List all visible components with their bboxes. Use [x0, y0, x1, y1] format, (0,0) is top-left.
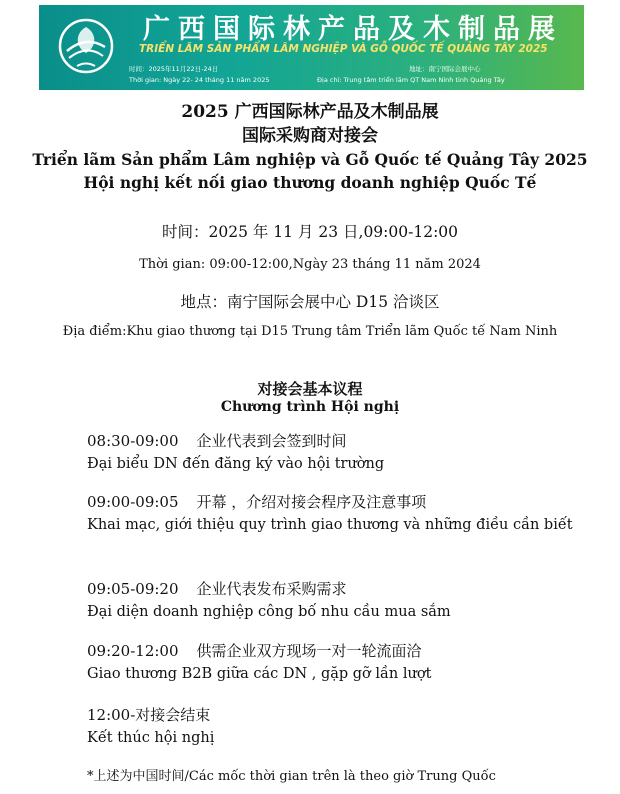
agenda-item-time: 09:05-09:20 [87, 580, 179, 598]
banner-place-vn: Địa chỉ: Trung tâm triển lãm QT Nam Ninh tỉnh Quảng Tây [317, 76, 505, 84]
heading-meeting-vn: Hội nghị kết nối giao thương doanh nghiệp Quốc Tế [83, 173, 537, 192]
heading-exhibition-vn: Triển lãm Sản phẩm Lâm nghiệp và Gỗ Quốc tế Quảng Tây 2025 [32, 150, 588, 169]
agenda-item [87, 430, 587, 475]
agenda-item-time: 09:00-09:05 [87, 493, 179, 511]
banner-place-cn: 地址：南宁国际会展中心 [409, 65, 481, 73]
heading-exhibition-cn: 2025 广西国际林产品及木制品展 [181, 102, 439, 122]
agenda-item-cn: 对接会结束 [135, 706, 211, 724]
agenda-item-cn: 企业代表到会签到时间 [196, 432, 347, 450]
agenda-item [87, 704, 587, 749]
agenda-item-time: 08:30-09:00 [87, 432, 179, 450]
agenda-item-vn: Đại diện doanh nghiệp công bố nhu cầu mua sắm [87, 604, 451, 620]
agenda-item-cn: 供需企业双方现场一对一轮流面洽 [196, 642, 422, 660]
agenda-title-cn: 对接会基本议程 [257, 380, 363, 398]
agenda-item-vn: Giao thương B2B giữa các DN , gặp gỡ lần lượt [87, 666, 432, 682]
exhibition-banner [39, 5, 584, 90]
agenda-item-vn: Đại biểu DN đến đăng ký vào hội trường [87, 456, 385, 472]
agenda-item [87, 578, 587, 623]
agenda-item-cn: 开幕 ，介绍对接会程序及注意事项 [196, 493, 427, 511]
banner-time-vn: Thời gian: Ngày 22- 24 tháng 11 năm 2025 [129, 76, 270, 84]
agenda-item-vn: Kết thúc hội nghị [87, 730, 215, 746]
exhibition-logo-icon [57, 17, 115, 75]
timezone-footnote: *上述为中国时间/Các mốc thời gian trên là theo giờ Trung Quốc [87, 769, 496, 784]
meeting-place-cn: 地点：南宁国际会展中心 D15 洽谈区 [180, 293, 440, 311]
meeting-time-cn: 时间：2025 年 11 月 23 日,09:00-12:00 [161, 223, 459, 241]
agenda-title-vn: Chương trình Hội nghị [220, 399, 400, 415]
banner-title-vn: TRIỂN LÃM SẢN PHẨM LÂM NGHIỆP VÀ GỖ QUỐC TẾ QUẢNG TÂY 2025 [139, 43, 548, 55]
agenda-item-cn: 企业代表发布采购需求 [196, 580, 347, 598]
meeting-time-vn: Thời gian: 09:00-12:00,Ngày 23 tháng 11 năm 2024 [139, 257, 481, 272]
agenda-item-time: 12:00- [87, 706, 136, 724]
meeting-place-vn: Địa điểm:Khu giao thương tại D15 Trung tâm Triển lãm Quốc tế Nam Ninh [62, 324, 558, 339]
agenda-item [87, 640, 587, 685]
agenda-item [87, 491, 587, 536]
banner-title-cn: 广西国际林产品及木制品展 [143, 14, 563, 45]
agenda-item-vn: Khai mạc, giới thiệu quy trình giao thương và những điều cần biết [87, 517, 573, 533]
heading-meeting-cn: 国际采购商对接会 [242, 126, 378, 146]
agenda-item-time: 09:20-12:00 [87, 642, 179, 660]
banner-info-strip [117, 60, 584, 88]
banner-time-cn: 时间：2025年11月22日-24日 [129, 65, 219, 73]
